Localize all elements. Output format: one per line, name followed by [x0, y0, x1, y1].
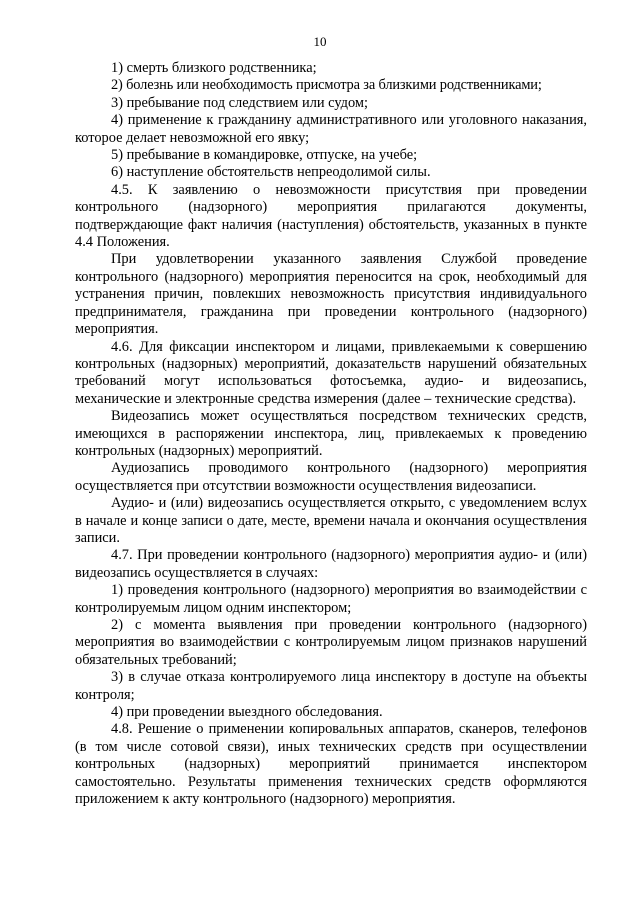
list-item: 2) с момента выявления при проведении контрольного (надзорного) мероприятия во взаимодействии с контролируемым лицом признаков нарушений обязательных требований;: [75, 617, 587, 668]
list-item: 3) пребывание под следствием или судом;: [111, 94, 369, 111]
paragraph: 4.8. Решение о применении копировальных аппаратов, сканеров, телефонов (в том числе сотовой связи), иных технических средств при осуществлении контрольных (надзорных) мероприятий принимается инспектором самостоятельно. Результаты применения технических средств оформляются приложением к акту контрольного (надзорного) мероприятия.: [75, 721, 587, 808]
list-item: 4) при проведении выездного обследования.: [111, 704, 383, 721]
paragraph: Аудио- и (или) видеозапись осуществляется открыто, с уведомлением вслух в начале и конце записи о дате, месте, времени начала и окончания осуществления записи.: [75, 495, 587, 546]
list-item: 6) наступление обстоятельств непреодолимой силы.: [111, 164, 431, 181]
list-item: 5) пребывание в командировке, отпуске, на учебе;: [111, 147, 418, 164]
list-item: 4) применение к гражданину административного или уголовного наказания, которое делает невозможной его явку;: [75, 112, 587, 146]
page-number: 10: [313, 34, 327, 49]
paragraph: Видеозапись может осуществляться посредством технических средств, имеющихся в распоряжении инспектора, лиц, привлекаемых к проведению контрольных (надзорных) мероприятий.: [75, 408, 587, 459]
paragraph: 4.6. Для фиксации инспектором и лицами, привлекаемыми к совершению контрольных (надзорных) мероприятий, доказательств нарушений обязательных требований могут использоваться фотосъемка, аудио- и видеозапись, механические и электронные средства измерения (далее – технические средства).: [75, 338, 587, 407]
list-item: 2) болезнь или необходимость присмотра за близкими родственниками;: [111, 77, 542, 94]
paragraph: 4.5. К заявлению о невозможности присутствия при проведении контрольного (надзорного) мероприятия прилагаются документы, подтверждающие факт наличия (наступления) обстоятельств, указанных в пункте 4.4 Положения.: [75, 181, 587, 251]
list-item: 3) в случае отказа контролируемого лица инспектору в доступе на объекты контроля;: [75, 669, 587, 703]
paragraph: 4.7. При проведении контрольного (надзорного) мероприятия аудио- и (или) видеозапись осуществляется в случаях:: [75, 547, 587, 581]
paragraph: Аудиозапись проводимого контрольного (надзорного) мероприятия осуществляется при отсутствии возможности осуществления видеозаписи.: [75, 460, 587, 494]
list-item: 1) смерть близкого родственника;: [111, 60, 317, 76]
paragraph: При удовлетворении указанного заявления Службой проведение контрольного (надзорного) мероприятия переносится на срок, необходимый для устранения причин, повлекших невозможность присутствия индивидуального предпринимателя, гражданина при проведении контрольного (надзорного) мероприятия.: [75, 251, 587, 338]
body-text: [75, 60, 587, 808]
list-item: 1) проведения контрольного (надзорного) мероприятия во взаимодействии с контролируемым лицом одним инспектором;: [75, 582, 587, 616]
